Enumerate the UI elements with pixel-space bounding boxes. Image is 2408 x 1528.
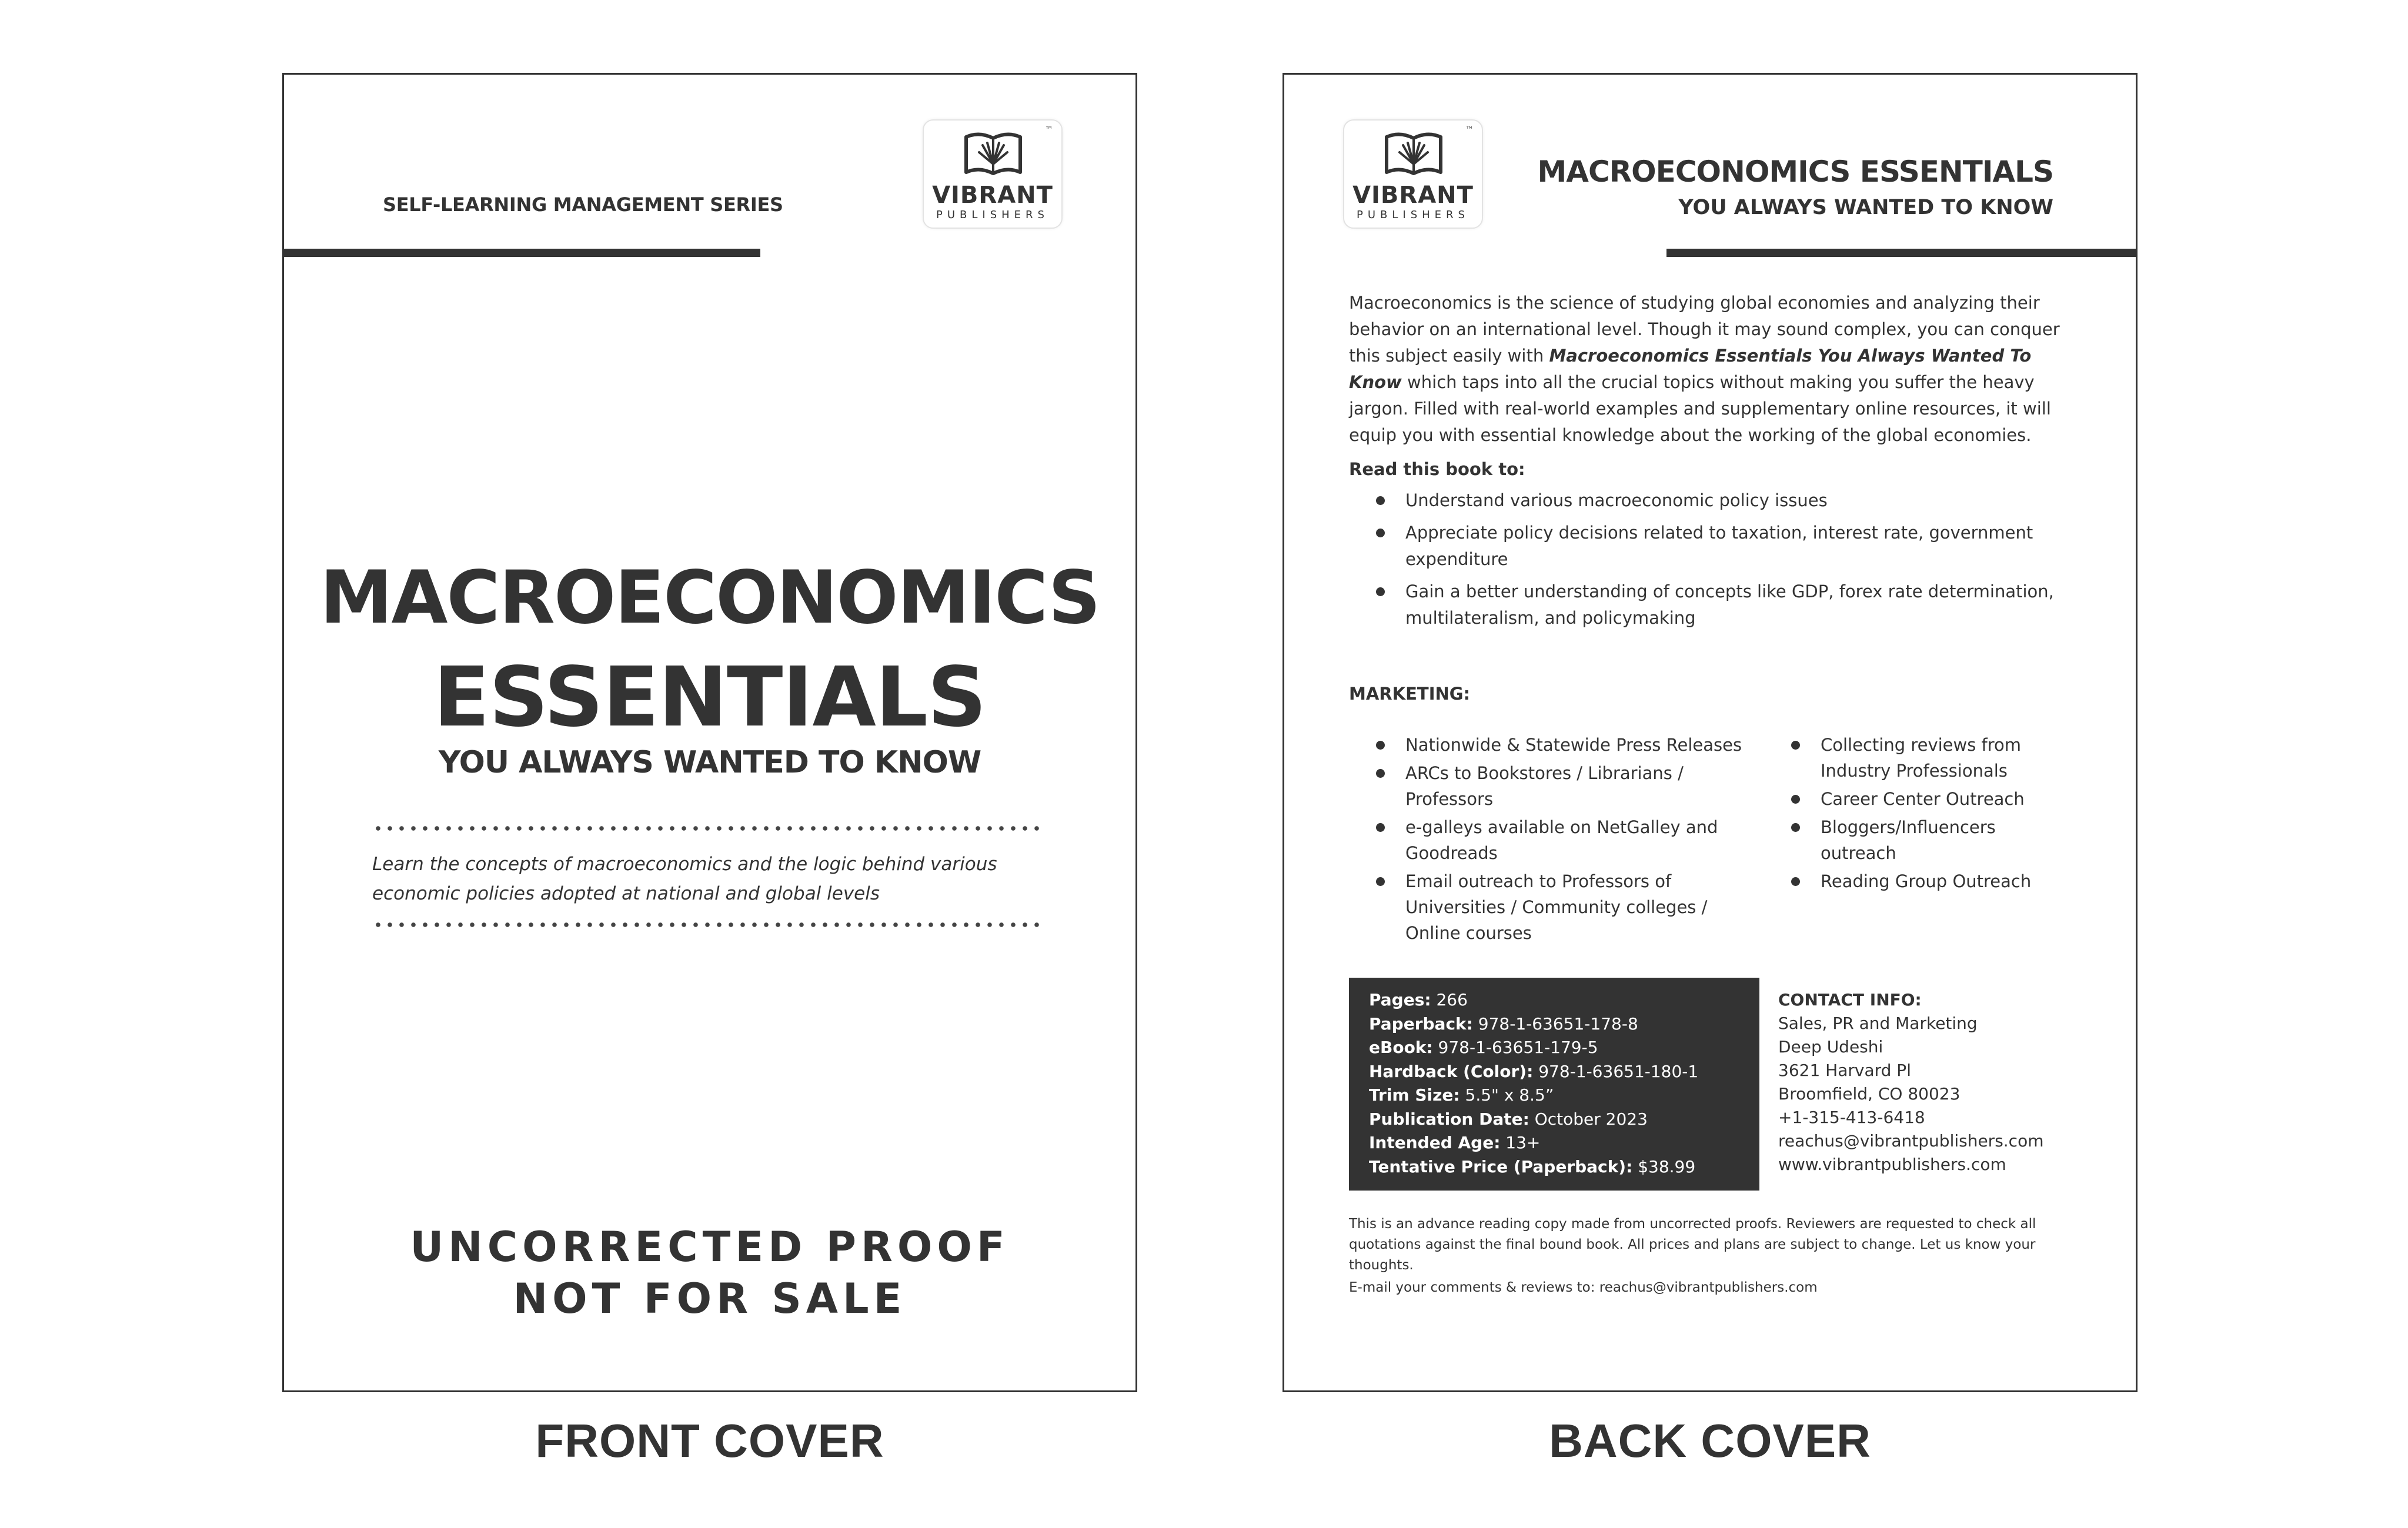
list-item: Gain a better understanding of concepts like GDP, forex rate determination, multilateralism, and policymaking [1349,579,2055,631]
list-item: e-galleys available on NetGalley and Goodreads [1349,814,1749,866]
dotted-divider-top [372,826,1043,831]
disclaimer-text: This is an advance reading copy made from uncorrected proofs. Reviewers are requested to check all quotations against the final bound book. All prices and plans are subject to change. Let us know your thoughts. [1349,1216,2036,1273]
front-cover-caption: FRONT COVER [535,1415,884,1467]
contact-line: 3621 Harvard Pl [1778,1061,1911,1080]
publisher-logo [923,119,1063,229]
open-book-icon [1383,129,1444,178]
back-subtitle: YOU ALWAYS WANTED TO KNOW [1678,196,2053,219]
contact-line: Deep Udeshi [1778,1037,1883,1056]
back-title: MACROECONOMICS ESSENTIALS [1537,155,2053,189]
book-specs-box [1349,978,1759,1191]
list-item: Nationwide & Statewide Press Releases [1349,732,1749,758]
reviews-email-line: E-mail your comments & reviews to: reachus@vibrantpublishers.com [1349,1280,1818,1295]
list-item: Bloggers/Influencers outreach [1764,814,2070,866]
contact-website: www.vibrantpublishers.com [1778,1155,2006,1174]
read-heading: Read this book to: [1349,459,1525,479]
list-item: Career Center Outreach [1764,786,2070,812]
trademark-mark: ™ [1465,125,1474,135]
tagline-line1: Learn the concepts of macroeconomics and the logic behind various [372,854,997,875]
description-emphasis: Macroeconomics Essentials You Always Wanted To Know [1349,346,2032,392]
front-title-line2: ESSENTIALS [433,650,986,745]
marketing-list-left [1349,732,1749,948]
tagline-line2: economic policies adopted at national and global levels [372,883,880,904]
contact-info [1778,988,2044,1176]
proof-line2: NOT FOR SALE [513,1275,907,1323]
book-description [1349,290,2078,449]
list-item: Appreciate policy decisions related to taxation, interest rate, government expenditure [1349,520,2055,573]
list-item: Understand various macroeconomic policy issues [1349,487,2055,514]
spec-row: Tentative Price (Paperback): $38.99 [1369,1156,1696,1176]
list-item: Reading Group Outreach [1764,868,2070,894]
back-header-rule [1666,249,2137,257]
front-tagline [372,850,1019,908]
spec-row: Intended Age: 13+ [1369,1133,1541,1152]
proof-notice [284,1221,1135,1325]
marketing-heading: MARKETING: [1349,684,1471,704]
description-part1: Macroeconomics is the science of studying global economies and analyzing their behavior on an international level. Though it may sound complex, you can conquer this subject easily with [1349,293,2060,366]
front-header-rule [284,249,760,257]
contact-line: Sales, PR and Marketing [1778,1014,1978,1033]
dotted-divider-bottom [372,922,1043,927]
logo-brand-text: VIBRANT [1352,182,1474,209]
logo-sub-text: PUBLISHERS [1357,209,1469,221]
back-cover [1283,73,2138,1392]
spec-row: Trim Size: 5.5" x 8.5” [1369,1085,1554,1105]
logo-brand-text: VIBRANT [932,182,1053,209]
read-list [1349,487,2055,637]
trademark-mark: ™ [1045,125,1053,135]
front-cover [282,73,1137,1392]
spec-row: Pages: 266 [1369,990,1468,1009]
spec-row: Paperback: 978-1-63651-178-8 [1369,1014,1638,1034]
logo-sub-text: PUBLISHERS [936,209,1049,221]
contact-heading: CONTACT INFO: [1778,990,1922,1009]
spec-row: Hardback (Color): 978-1-63651-180-1 [1369,1061,1699,1081]
contact-email: reachus@vibrantpublishers.com [1778,1131,2044,1151]
contact-line: Broomfield, CO 80023 [1778,1084,1961,1104]
contact-line: +1-315-413-6418 [1778,1108,1925,1127]
spec-row: Publication Date: October 2023 [1369,1109,1648,1129]
description-part2: which taps into all the crucial topics without making you suffer the heavy jargon. Filled with real-world examples and supplementary online resources, it will equip you with essential knowledge about the working of the global economies. [1349,372,2051,445]
series-label: SELF-LEARNING MANAGEMENT SERIES [383,193,783,216]
list-item: Collecting reviews from Industry Professionals [1764,732,2070,784]
proof-line1: UNCORRECTED PROOF [410,1223,1010,1271]
marketing-list-right [1764,732,2070,897]
publisher-logo [1343,119,1483,229]
open-book-icon [963,129,1024,178]
spec-row: eBook: 978-1-63651-179-5 [1369,1038,1598,1057]
back-cover-caption: BACK COVER [1549,1415,1871,1467]
front-title-line1: MACROECONOMICS [320,556,1100,640]
list-item: ARCs to Bookstores / Librarians / Professors [1349,760,1749,812]
list-item: Email outreach to Professors of Universities / Community colleges / Online courses [1349,868,1749,946]
front-subtitle: YOU ALWAYS WANTED TO KNOW [438,745,981,780]
